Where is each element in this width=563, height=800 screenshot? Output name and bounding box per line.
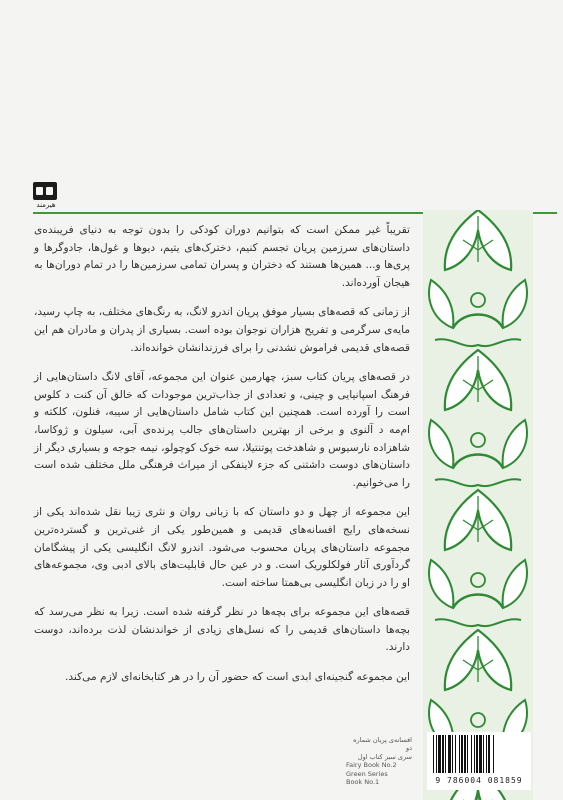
series-info-en-line: Book No.1 xyxy=(346,778,380,787)
publisher-logo-text: هیرمند xyxy=(36,201,56,209)
leaf-pattern-icon xyxy=(423,210,533,800)
isbn-number: 9 786004 081859 xyxy=(435,776,523,785)
series-info xyxy=(346,736,412,786)
publisher-logo-icon xyxy=(33,182,57,200)
series-info-fa-line: افسانه‌ی پریان شماره دو xyxy=(353,736,412,753)
description-paragraph: از زمانی که قصه‌های بسیار موفق پریان اندرو لانگ، به رنگ‌های مختلف، به چاپ رسید، مایه‌ی سرگرمی و تفریح هزاران نوجوان بوده است. بسیاری از پدران و مادران هم این قصه‌های قدیمی فراموش نشدنی را برای فرزندانشان خوانده‌اند. xyxy=(34,306,410,354)
publisher-logo xyxy=(33,182,59,212)
description-paragraph: این مجموعه از چهل و دو داستان که با زبانی روان و نثری زیبا نقل شده‌اند یکی از نسخه‌های رایج افسانه‌های قدیمی و همین‌طور یکی از غنی‌ترین و گسترده‌ترین مجموعه داستان‌های پریان محسوب می‌شود. اندرو لانگ انگلیسی یکی از پیشگامان گردآوری آثار فولکلوریک است. و در عین حال قابلیت‌های بالای ادبی وی، مجموعه‌های او را در زبان انگلیسی بی‌همتا ساخته است. xyxy=(34,506,410,589)
description-paragraph: قصه‌های این مجموعه برای بچه‌ها در نظر گرفته شده است. زیرا به نظر می‌رسد که بچه‌ها داستان‌های قدیمی را که نسل‌های زیادی از خواندنشان لذت برده‌اند، دوست دارند. xyxy=(34,606,410,654)
description-text xyxy=(34,222,410,699)
series-info-fa-line: سری سبز کتاب اول xyxy=(357,752,412,761)
series-info-en-line: Fairy Book No.2 xyxy=(346,761,397,770)
description-paragraph: تقریباً غیر ممکن است که بتوانیم دوران کودکی را بدون توجه به دنیای فریبنده‌ی داستان‌های سرزمین پریان تجسم کنیم، دخترک‌های یتیم، دیوها و غول‌ها، جادوگرها و پری‌ها و... همین‌ها هستند که دختران و پسران تمامی سرزمین‌ها را در تمام دوران‌ها به هیجان آورده‌اند. xyxy=(34,224,410,289)
barcode-icon xyxy=(427,732,531,776)
series-info-en-line: Green Series xyxy=(346,769,388,778)
description-paragraph: در قصه‌های پریان کتاب سبز، چهارمین عنوان این مجموعه، آقای لانگ داستان‌هایی از فرهنگ اسپانیایی و چینی، و تعدادی از جذاب‌ترین موجودات که خالق آن کنت د کلوس است را آورده است. همچنین این کتاب شامل داستان‌هایی از سیبه، فنلون، کلکته و ام‌مه د آلنوی و برخی از بهترین داستان‌های جالب پرنده‌ی آبی، سیلون و ژوکاسا، شاهزاده نارسیوس و شاهدخت پوتنتیلا، سه خوک کوچولو، نیمه جوجه و بسیاری دیگر از داستان‌های دوست داشتنی که جزء لاینفکی از میراث فرهنگی ملل مختلف شده است را می‌خوانیم. xyxy=(34,371,410,489)
leaf-pattern-panel xyxy=(423,210,533,800)
description-paragraph: این مجموعه گنجینه‌ای ابدی است که حضور آن را در هر کتابخانه‌ای لازم می‌کند. xyxy=(64,671,410,684)
